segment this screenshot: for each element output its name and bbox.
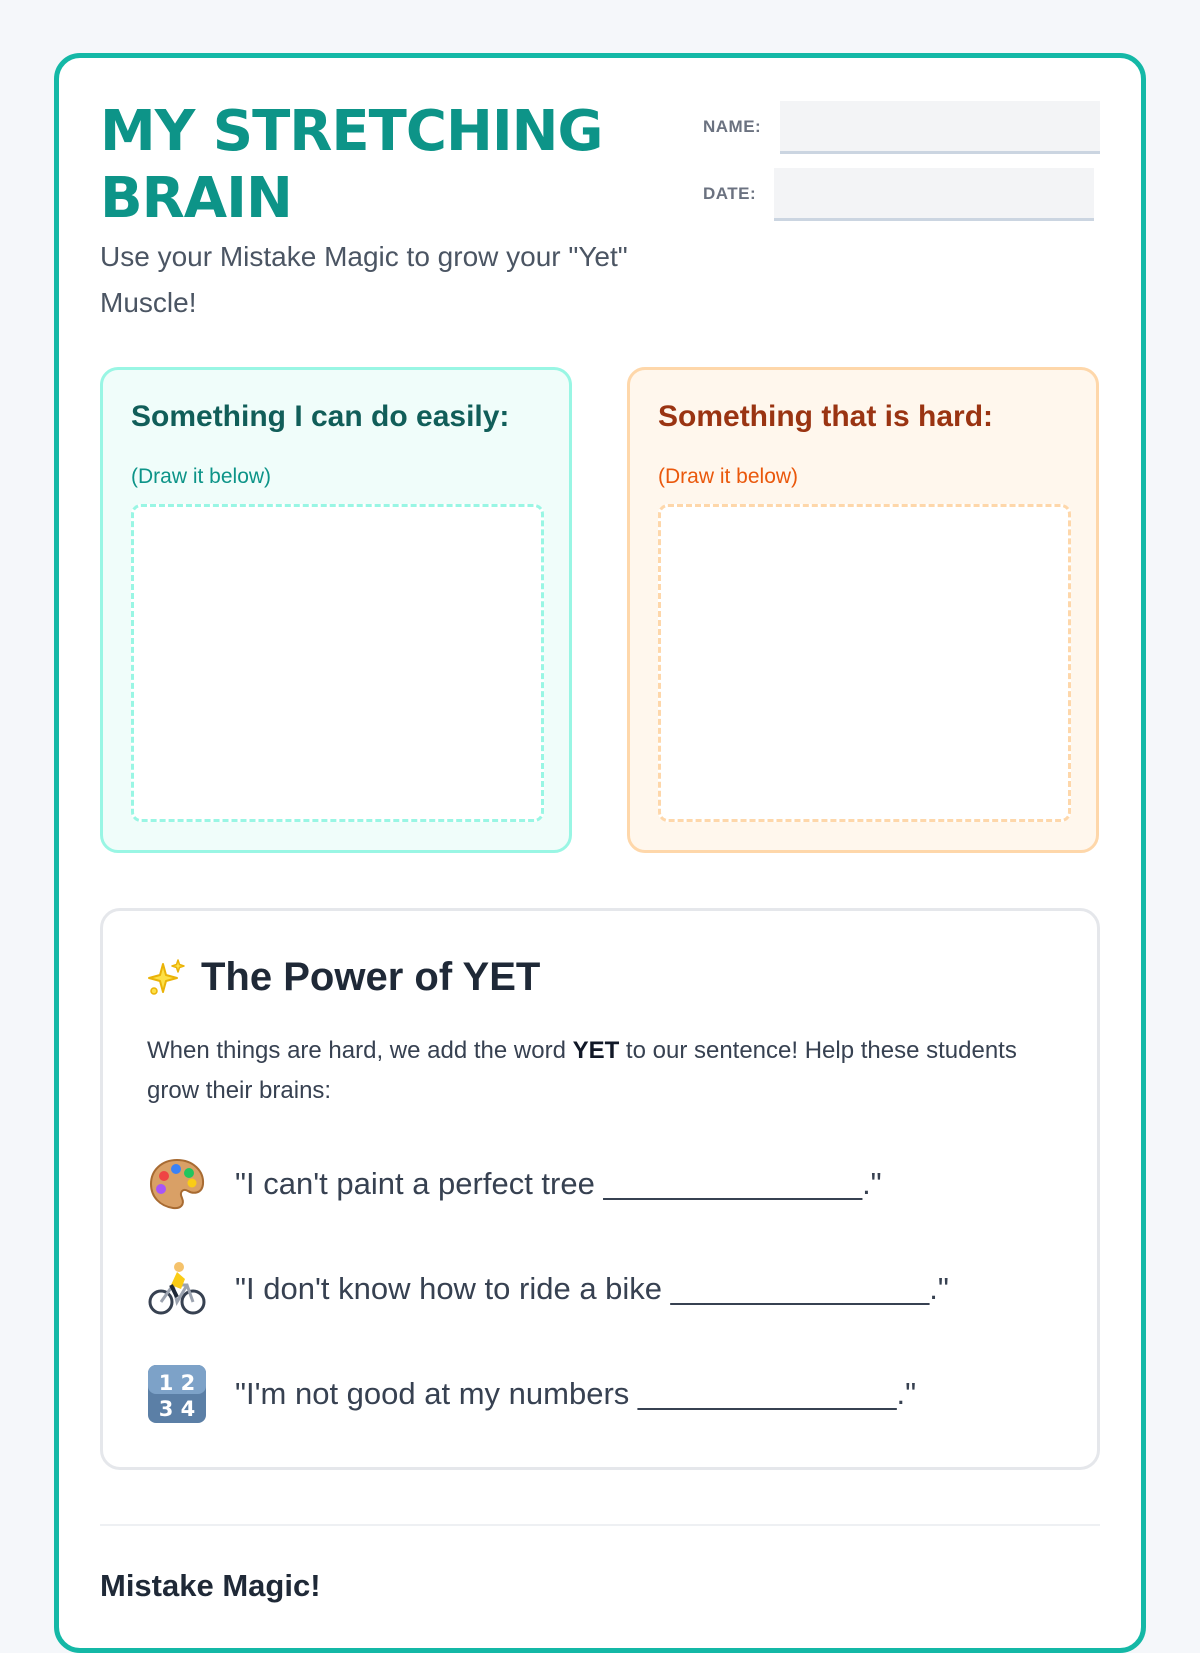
- hard-panel: [627, 367, 1099, 853]
- input-numbers-icon: [147, 1364, 207, 1424]
- sparkles-icon: [147, 958, 187, 998]
- easy-panel: [100, 367, 572, 853]
- title-line-2: BRAIN: [100, 166, 292, 231]
- easy-panel-hint: (Draw it below): [131, 465, 272, 488]
- page-subtitle: Use your Mistake Magic to grow your "Yet" Muscle!: [100, 241, 628, 318]
- mistake-magic-title: Mistake Magic!: [100, 1568, 321, 1603]
- name-field[interactable]: [780, 101, 1100, 154]
- easy-drawing-area[interactable]: [131, 504, 544, 822]
- yet-sentence-paint: "I can't paint a perfect tree _______________.": [235, 1166, 882, 1201]
- yet-bold-word: YET: [572, 1037, 620, 1064]
- yet-intro: When things are hard, we add the word YET to our sentence! Help these students grow their brains:: [147, 1037, 1017, 1104]
- artist-palette-icon: [147, 1154, 207, 1214]
- yet-heading: [147, 955, 540, 1000]
- yet-item-bike: [147, 1259, 949, 1319]
- yet-item-paint: [147, 1154, 882, 1214]
- person-biking-icon: [147, 1259, 207, 1319]
- easy-panel-title: Something I can do easily:: [131, 400, 510, 433]
- yet-item-numbers: [147, 1364, 916, 1424]
- yet-sentence-numbers: "I'm not good at my numbers _______________.": [235, 1376, 917, 1411]
- yet-sentence-bike: "I don't know how to ride a bike _______________.": [235, 1271, 949, 1306]
- name-label: NAME:: [703, 117, 762, 136]
- page-title: [100, 98, 603, 232]
- svg-text:1 2: 1 2: [158, 1371, 196, 1395]
- svg-text:3 4: 3 4: [158, 1397, 196, 1421]
- date-label: DATE:: [703, 184, 757, 203]
- section-divider: [100, 1524, 1100, 1526]
- title-line-1: MY STRETCHING: [100, 99, 603, 164]
- hard-drawing-area[interactable]: [658, 504, 1071, 822]
- date-field[interactable]: [774, 168, 1094, 221]
- yet-title: The Power of YET: [201, 955, 541, 999]
- hard-panel-title: Something that is hard:: [658, 400, 994, 433]
- hard-panel-hint: (Draw it below): [658, 465, 799, 488]
- power-of-yet-section: [100, 908, 1100, 1470]
